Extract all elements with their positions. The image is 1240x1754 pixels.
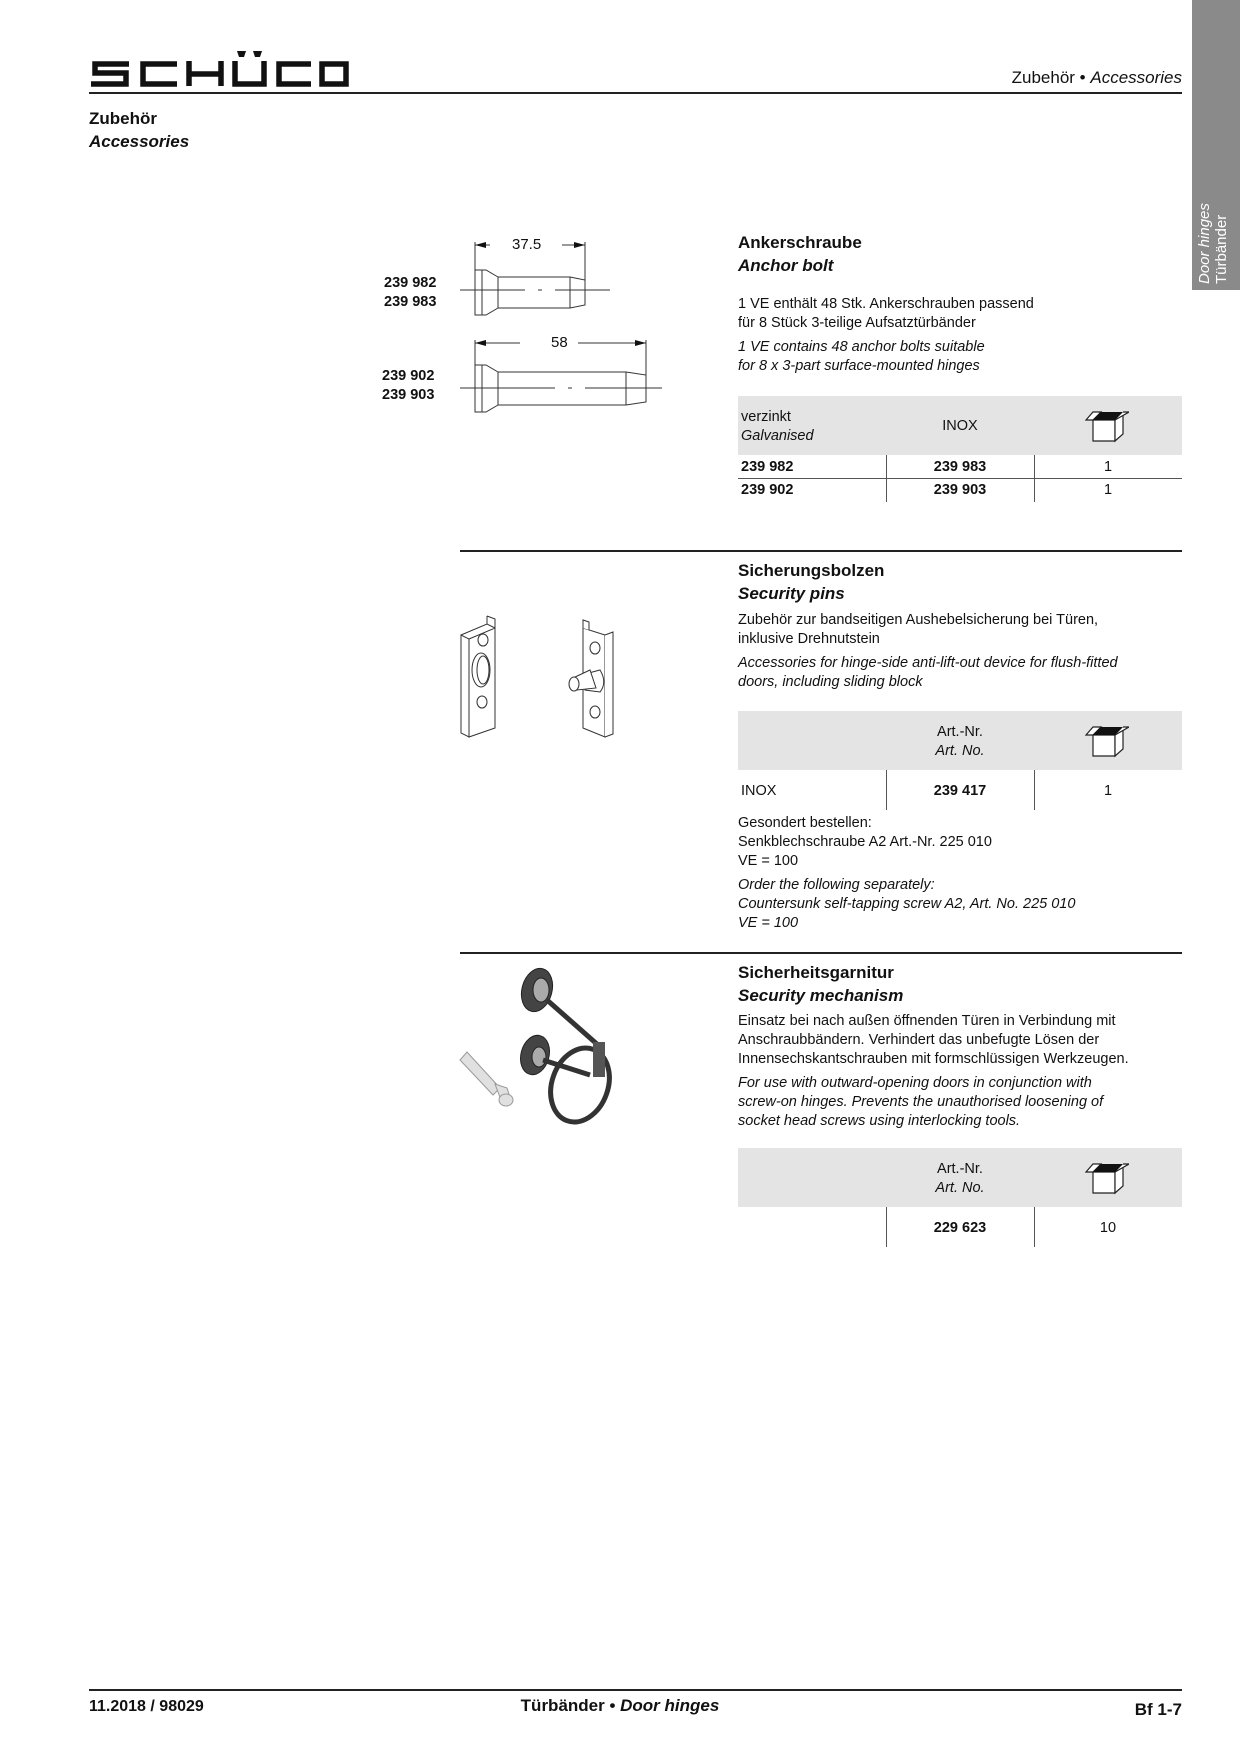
dimension-label-long: 58 <box>551 334 568 351</box>
column-divider <box>886 1207 887 1247</box>
header-section-de: Zubehör <box>1011 68 1075 87</box>
page-title-de: Zubehör <box>89 109 157 128</box>
schueco-logo <box>89 50 349 90</box>
order-note-en-line: VE = 100 <box>738 915 799 931</box>
footer-chapter-de: Türbänder <box>520 1696 605 1715</box>
header-art-no-de: Art.-Nr. <box>937 724 983 740</box>
header-separator: • <box>1074 68 1091 87</box>
part-number-label: 239 903 <box>382 387 435 403</box>
section-title-en: Security mechanism <box>738 986 904 1005</box>
order-note-en-line: Order the following separately: <box>738 877 935 893</box>
description-de-line: inklusive Drehnutstein <box>738 631 880 647</box>
header-art-no-de: Art.-Nr. <box>937 1161 983 1177</box>
cell-inox: 239 903 <box>933 482 987 498</box>
row-divider <box>738 478 1182 479</box>
footer-separator: • <box>604 1696 621 1715</box>
order-note-de-line: VE = 100 <box>738 853 799 869</box>
side-tab-door-hinges[interactable] <box>1192 0 1240 290</box>
description-en-line: For use with outward-opening doors in conjunction with <box>738 1075 1092 1091</box>
order-note-de-line: Gesondert bestellen: <box>738 815 872 831</box>
description-de-line: Zubehör zur bandseitigen Aushebelsicherung bei Türen, <box>738 612 1099 628</box>
description-de-line: für 8 Stück 3-teilige Aufsatztürbänder <box>738 315 976 331</box>
footer-chapter <box>0 1696 1240 1716</box>
column-divider <box>1034 455 1035 502</box>
anchor-bolt-table <box>738 396 1182 502</box>
column-divider <box>1034 1207 1035 1247</box>
section-divider <box>460 550 1182 552</box>
side-tab-label-en: Door hinges <box>1196 203 1213 284</box>
cell-art-no: 229 623 <box>933 1220 987 1236</box>
section-title-en: Anchor bolt <box>738 256 834 275</box>
cell-galvanised: 239 982 <box>741 459 794 475</box>
description-de-line: Innensechskantschrauben mit formschlüssigen Werkzeugen. <box>738 1051 1129 1067</box>
section-title-en: Security pins <box>738 584 845 603</box>
column-divider <box>1034 770 1035 810</box>
description-de-line: Einsatz bei nach außen öffnenden Türen in Verbindung mit <box>738 1013 1116 1029</box>
package-box-icon <box>1085 723 1129 759</box>
part-number-label: 239 982 <box>384 275 437 291</box>
part-number-label: 239 902 <box>382 368 435 384</box>
security-mechanism-image <box>455 960 625 1125</box>
description-de-line: Anschraubbändern. Verhindert das unbefugte Lösen der <box>738 1032 1100 1048</box>
dimension-label-short: 37.5 <box>512 236 542 253</box>
description-de-line: 1 VE enthält 48 Stk. Ankerschrauben passend <box>738 296 1034 312</box>
cell-qty: 1 <box>1103 783 1113 799</box>
header-galvanised-de: verzinkt <box>741 409 791 425</box>
section-title-de: Sicherungsbolzen <box>738 561 885 580</box>
order-note-de-line: Senkblechschraube A2 Art.-Nr. 225 010 <box>738 834 992 850</box>
package-box-icon <box>1085 1160 1129 1196</box>
section-title-de: Sicherheitsgarnitur <box>738 963 894 982</box>
footer-date-doc: 11.2018 / 98029 <box>89 1698 204 1715</box>
cell-art-no: 239 417 <box>933 783 987 799</box>
anchor-bolt-drawing <box>440 230 680 420</box>
cell-qty: 1 <box>1103 459 1113 475</box>
header-section-label <box>1012 68 1182 88</box>
header-art-no-en: Art. No. <box>935 1180 985 1196</box>
package-box-icon <box>1085 408 1129 444</box>
security-pins-drawing <box>455 610 635 740</box>
section-divider <box>460 952 1182 954</box>
header-inox: INOX <box>942 418 978 434</box>
column-divider <box>886 770 887 810</box>
description-en-line: screw-on hinges. Prevents the unauthorised loosening of <box>738 1094 1104 1110</box>
cell-galvanised: 239 902 <box>741 482 794 498</box>
order-note-en-line: Countersunk self-tapping screw A2, Art. No. 225 010 <box>738 896 1076 912</box>
header-galvanised-en: Galvanised <box>741 428 814 444</box>
cell-qty: 1 <box>1103 482 1113 498</box>
footer-rule <box>89 1689 1182 1691</box>
description-en-line: Accessories for hinge-side anti-lift-out device for flush-fitted <box>738 655 1118 671</box>
page-number: Bf 1-7 <box>1134 1700 1182 1719</box>
header-section-en: Accessories <box>1090 68 1182 87</box>
security-pins-table <box>738 711 1182 811</box>
side-tab-label-de: Türbänder <box>1213 214 1230 284</box>
part-number-label: 239 983 <box>384 294 437 310</box>
cell-inox: 239 983 <box>933 459 987 475</box>
cell-qty: 10 <box>1099 1220 1117 1236</box>
column-divider <box>886 455 887 502</box>
footer-chapter-en: Door hinges <box>620 1696 720 1715</box>
header-art-no-en: Art. No. <box>935 743 985 759</box>
description-en-line: doors, including sliding block <box>738 674 923 690</box>
page-title-en: Accessories <box>89 132 190 151</box>
cell-material: INOX <box>741 783 777 799</box>
description-en-line: socket head screws using interlocking tools. <box>738 1113 1021 1129</box>
section-title-de: Ankerschraube <box>738 233 862 252</box>
header-rule <box>89 92 1182 94</box>
security-mechanism-table <box>738 1148 1182 1248</box>
description-en-line: for 8 x 3-part surface-mounted hinges <box>738 358 980 374</box>
description-en-line: 1 VE contains 48 anchor bolts suitable <box>738 339 985 355</box>
